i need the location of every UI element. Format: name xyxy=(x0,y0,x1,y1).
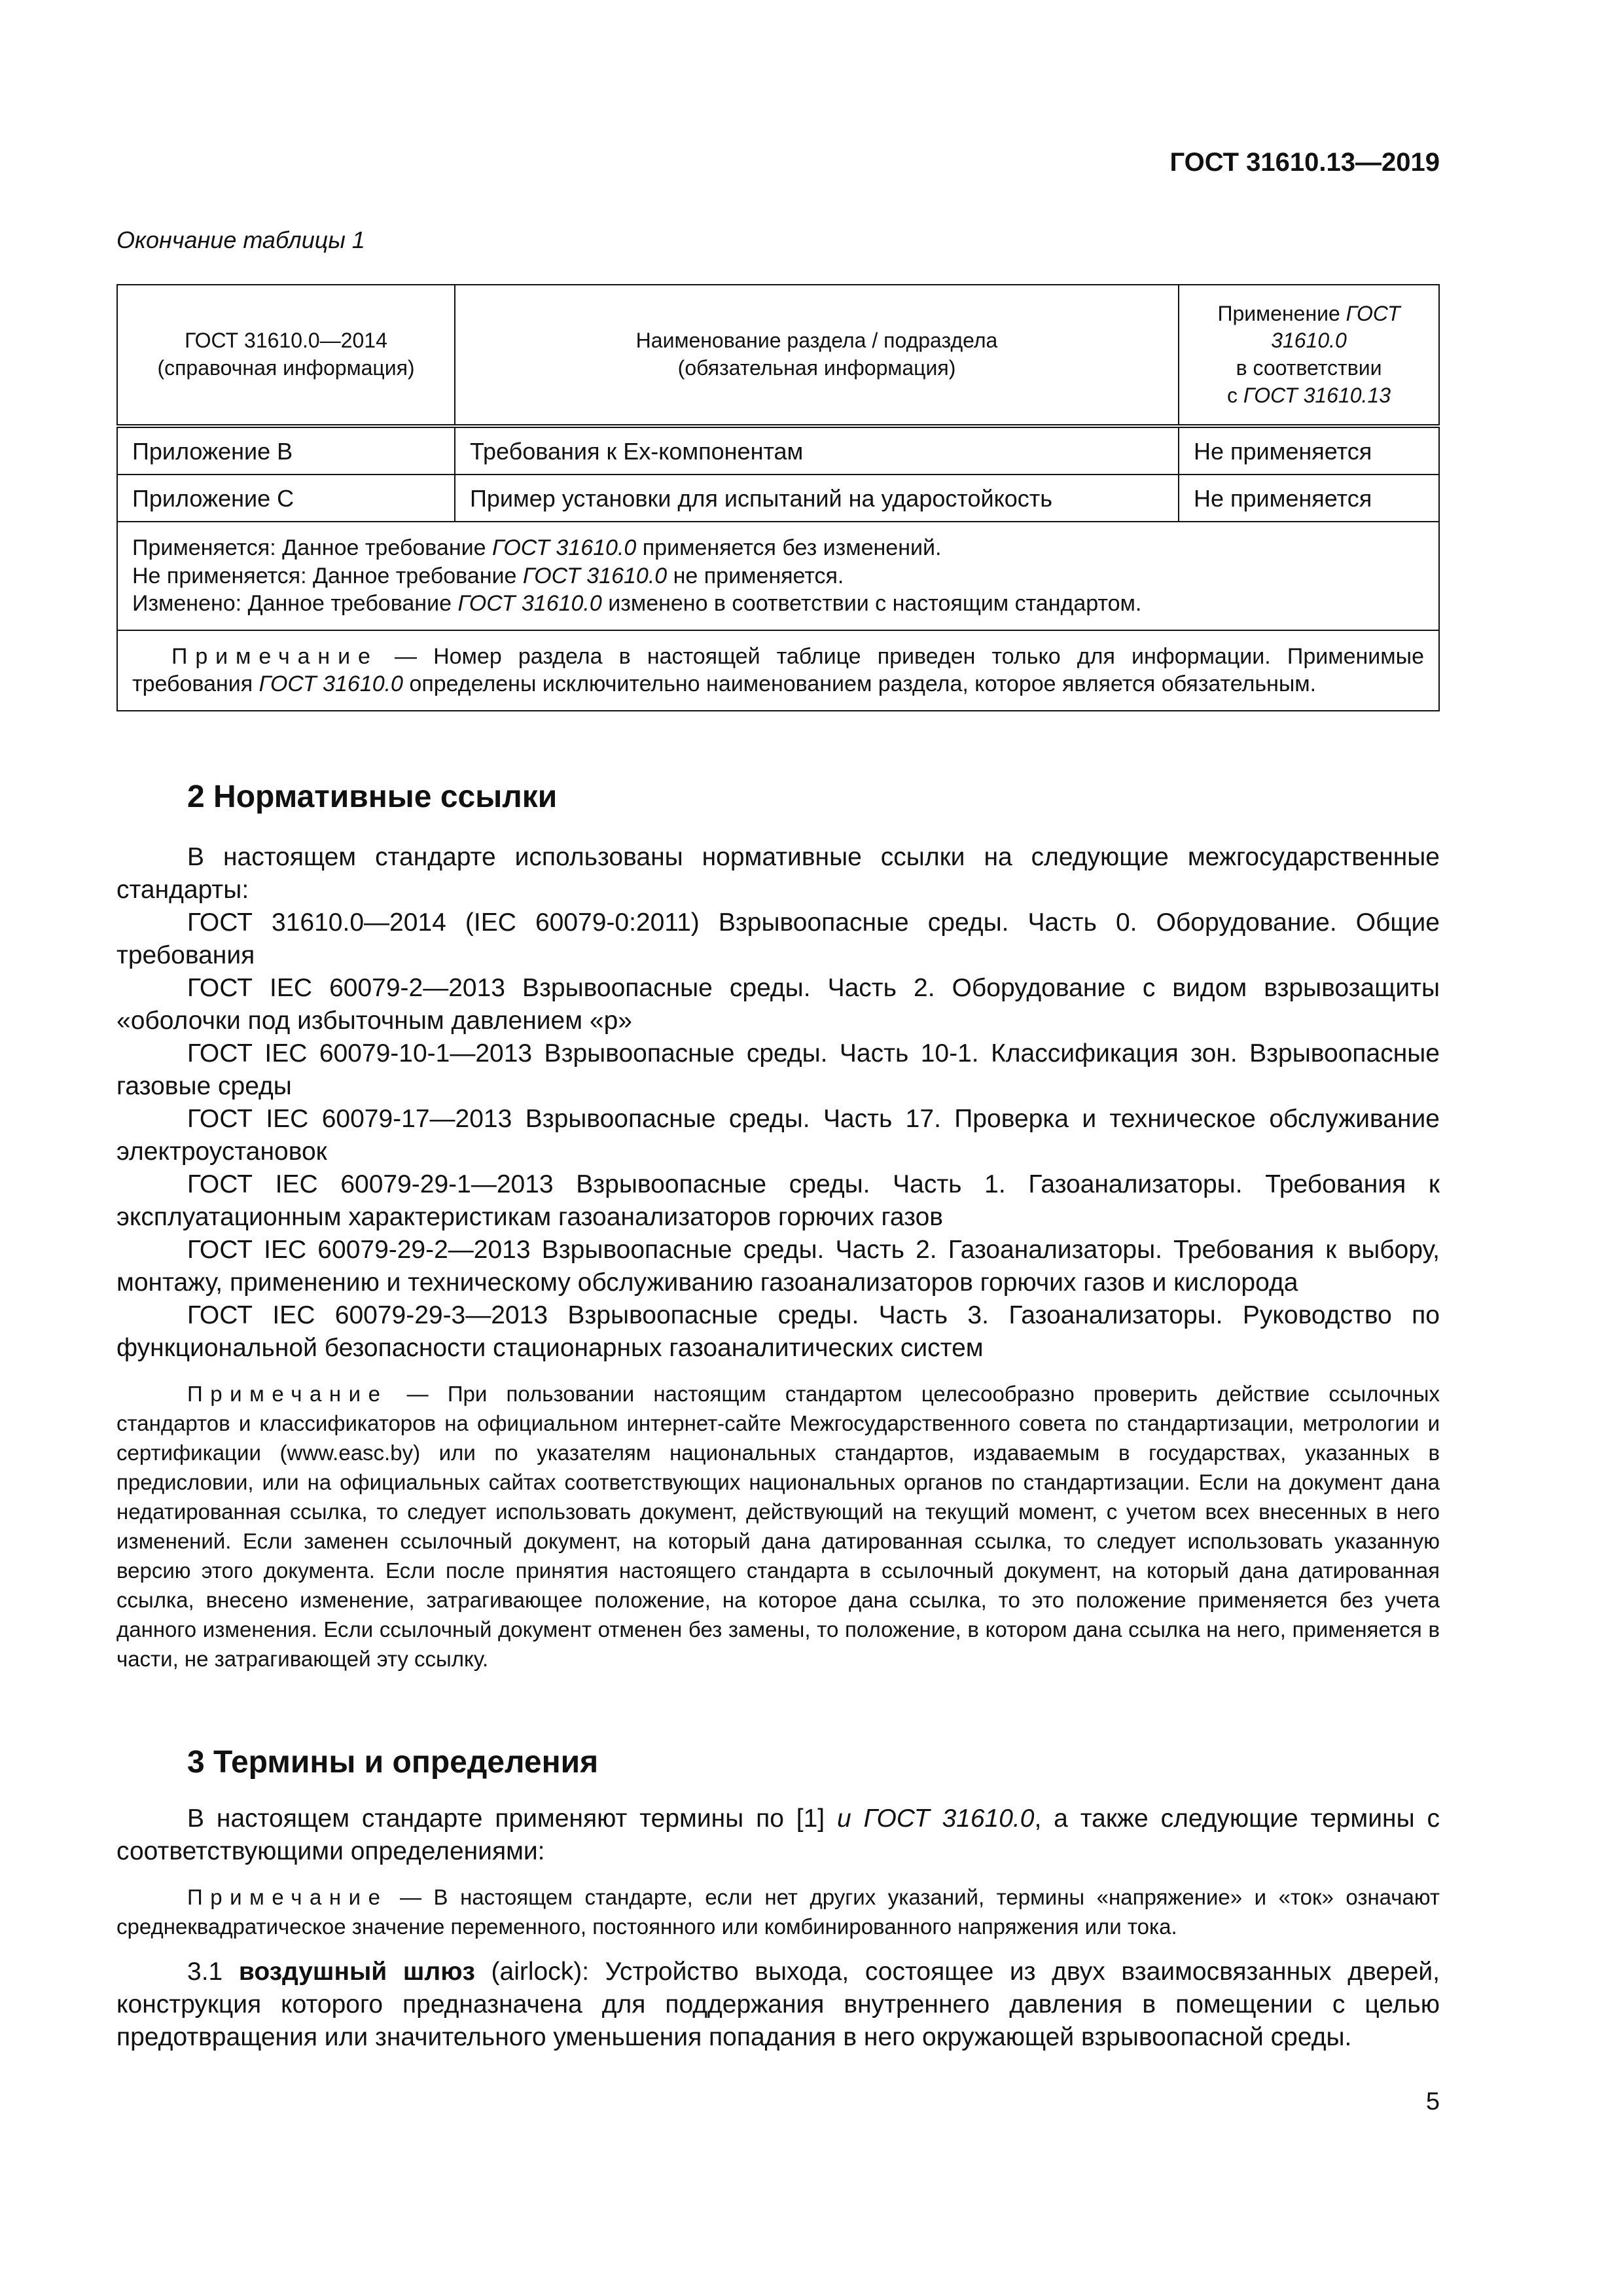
note-text: — В настоящем стандарте, если нет других указаний, термины «напряжение» и «ток» означают среднеквадратическое значение переменного, постоянного или комбинированного напряжения или тока. xyxy=(116,1885,1440,1939)
note-text: — Номер раздела в настоящей таблице приведен только для информации. Применимые требования xyxy=(132,643,1424,696)
table-header-cell xyxy=(117,285,455,426)
document-header-id: ГОСТ 31610.13—2019 xyxy=(1169,148,1440,177)
header-standard-ref: ГОСТ 31610.0 xyxy=(1271,301,1400,353)
page-number: 5 xyxy=(1425,2088,1440,2115)
legend-line xyxy=(132,562,1424,590)
legend-text: изменено в соответствии с настоящим стандартом. xyxy=(601,591,1142,616)
table-header-cell xyxy=(455,285,1179,426)
note-paragraph xyxy=(116,1379,1440,1674)
table-cell: Не применяется xyxy=(1179,475,1439,522)
header-text xyxy=(1194,300,1424,355)
table-cell: Не применяется xyxy=(1179,426,1439,475)
paragraph xyxy=(116,1803,1440,1868)
reference-item: ГОСТ IEC 60079-29-1—2013 Взрывоопасные среды. Часть 1. Газоанализаторы. Требования к эксплуатационным характеристикам газоанализаторов горючих газов xyxy=(116,1170,1440,1231)
term-name: воздушный шлюз xyxy=(238,1958,475,1986)
header-text-part: с xyxy=(1226,383,1243,407)
reference-item: ГОСТ 31610.0—2014 (IEC 60079-0:2011) Взрывоопасные среды. Часть 0. Оборудование. Общие требования xyxy=(116,908,1440,969)
section-title: 2 Нормативные ссылки xyxy=(187,780,558,814)
reference-item: ГОСТ IEC 60079-29-3—2013 Взрывоопасные среды. Часть 3. Газоанализаторы. Руководство по функциональной безопасности стационарных газоаналитических систем xyxy=(116,1301,1440,1362)
paragraph: В настоящем стандарте использованы нормативные ссылки на следующие межгосударственные стандарты: xyxy=(116,843,1440,904)
note-paragraph xyxy=(116,1882,1440,1941)
header-text xyxy=(1194,382,1424,410)
table-note xyxy=(117,630,1439,711)
legend-text: применяется без изменений. xyxy=(636,535,942,560)
table-header-row xyxy=(117,285,1439,426)
note-text: — При пользовании настоящим стандартом целесообразно проверить действие ссылочных стандартов и классификаторов на официальном интернет-сайте Межгосударственного совета по стандартизации, метрологии и сертификации (www.easc.by) или по указателям национальных стандартов, издаваемым в государствах, указанных в предисловии, или на официальных сайтах соответствующих национальных органов по стандартизации. Если на документ дана недатированная ссылка, то следует использовать документ, действующий на текущий момент, с учетом всех внесенных в него изменений. Если заменен ссылочный документ, на который дана датированная ссылка, то следует использовать указанную версию этого документа. Если после принятия настоящего стандарта в ссылочный документ, на который дана датированная ссылка, внесено изменение, затрагивающее положение, на которое дана ссылка, то это положение применяется без учета данного изменения. Если ссылочный документ отменен без замены, то положение, в котором дана ссылка на него, применяется в части, не затрагивающей эту ссылку. xyxy=(116,1382,1440,1671)
header-text: (обязательная информация) xyxy=(677,356,956,380)
note-standard-ref: ГОСТ 31610.0 xyxy=(259,672,403,696)
header-text: в соответствии xyxy=(1236,356,1382,380)
legend-text: Изменено: Данное требование xyxy=(132,591,458,616)
header-text: Наименование раздела / подраздела xyxy=(635,329,998,353)
table-caption: Окончание таблицы 1 xyxy=(116,226,365,253)
note-text: определены исключительно наименованием раздела, которое является обязательным. xyxy=(402,672,1317,696)
section-title: 3 Термины и определения xyxy=(187,1745,599,1780)
table-cell: Приложение С xyxy=(117,475,455,522)
table-legend xyxy=(117,522,1439,630)
legend-text: Не применяется: Данное требование xyxy=(132,563,523,588)
table-header-cell xyxy=(1179,285,1439,426)
term-number: 3.1 xyxy=(187,1958,239,1986)
note-label: Примечание xyxy=(171,643,378,669)
standard-ref: и ГОСТ 31610.0 xyxy=(837,1804,1035,1833)
table-row xyxy=(117,475,1439,522)
legend-standard-ref: ГОСТ 31610.0 xyxy=(491,535,637,560)
note-label: Примечание xyxy=(187,1382,388,1406)
header-standard-ref: ГОСТ 31610.13 xyxy=(1243,383,1391,407)
standards-comparison-table xyxy=(116,284,1440,711)
reference-item: ГОСТ IEC 60079-2—2013 Взрывоопасные среды. Часть 2. Оборудование с видом взрывозащиты «оболочки под избыточным давлением «р» xyxy=(116,974,1440,1035)
header-text-part: Применение xyxy=(1217,301,1346,325)
term-definition xyxy=(116,1956,1440,2054)
note-label: Примечание xyxy=(187,1885,388,1909)
header-text: (справочная информация) xyxy=(157,356,415,380)
term-text: (airlock): Устройство выхода, состоящее из двух взаимосвязанных дверей, конструкция которого предназначена для поддержания внутреннего давления в помещении с целью предотвращения или значительного уменьшения попадания в него окружающей взрывоопасной среды. xyxy=(116,1958,1440,2051)
header-text: ГОСТ 31610.0—2014 xyxy=(185,329,387,353)
table-row xyxy=(117,426,1439,475)
reference-item: ГОСТ IEC 60079-29-2—2013 Взрывоопасные среды. Часть 2. Газоанализаторы. Требования к выбору, монтажу, применению и техническому обслуживанию газоанализаторов горючих газов и кислорода xyxy=(116,1236,1440,1297)
legend-text: Применяется: Данное требование xyxy=(132,535,492,560)
table-cell: Приложение В xyxy=(117,426,455,475)
paragraph-text: , а также следующие термины с соответствующими определениями: xyxy=(116,1804,1440,1865)
table-cell: Пример установки для испытаний на ударостойкость xyxy=(455,475,1179,522)
reference-item: ГОСТ IEC 60079-17—2013 Взрывоопасные среды. Часть 17. Проверка и техническое обслуживание электроустановок xyxy=(116,1105,1440,1166)
legend-line xyxy=(132,534,1424,562)
legend-standard-ref: ГОСТ 31610.0 xyxy=(457,591,602,616)
section-terms-definitions xyxy=(116,1744,1440,2054)
table-cell: Требования к Ex-компонентам xyxy=(455,426,1179,475)
reference-item: ГОСТ IEC 60079-10-1—2013 Взрывоопасные среды. Часть 10-1. Классификация зон. Взрывоопасные газовые среды xyxy=(116,1039,1440,1100)
section-normative-references xyxy=(116,779,1440,1674)
table-note-row xyxy=(117,630,1439,711)
legend-line xyxy=(132,590,1424,618)
paragraph-text: В настоящем стандарте применяют термины по [1] xyxy=(187,1804,838,1833)
legend-standard-ref: ГОСТ 31610.0 xyxy=(522,563,668,588)
legend-text: не применяется. xyxy=(667,563,844,588)
table-legend-row xyxy=(117,522,1439,630)
